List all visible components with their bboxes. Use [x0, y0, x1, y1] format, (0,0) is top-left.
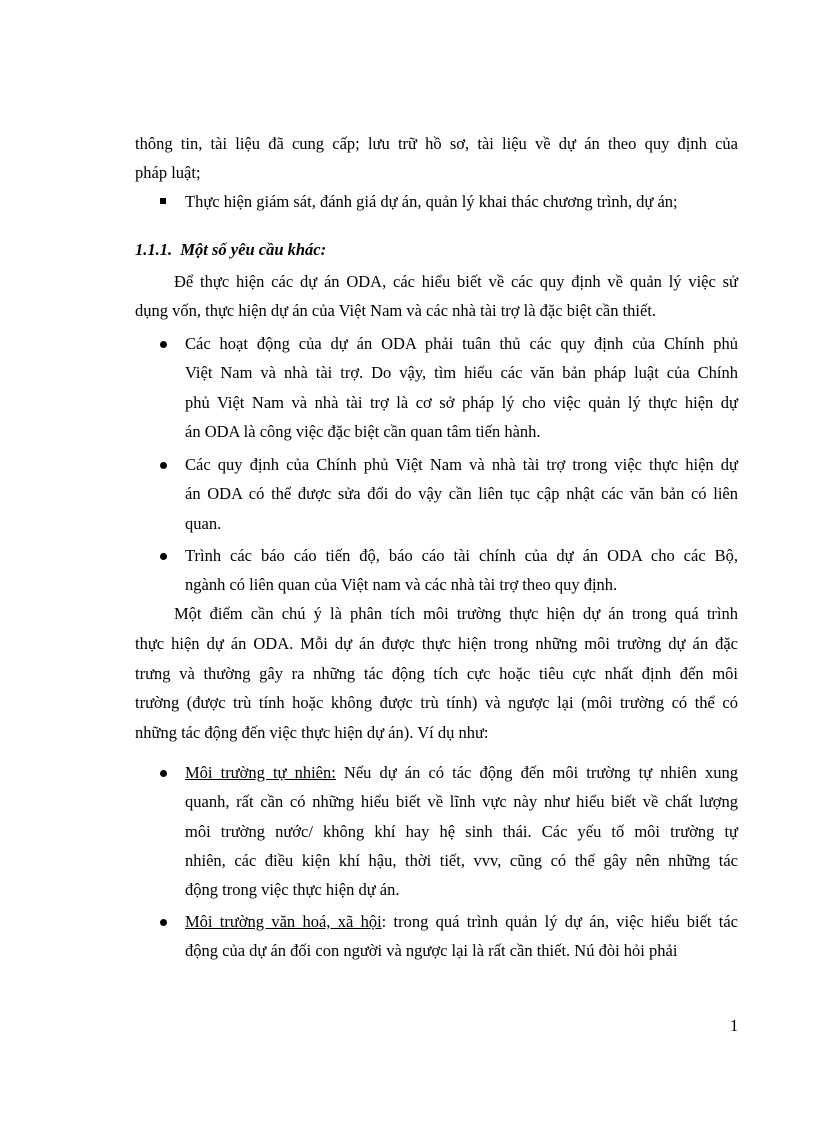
- paragraph-line: trưng và thường gây ra những tác động tích cực hoặc tiêu cực nhất định đến môi: [135, 664, 738, 683]
- round-bullet-icon: [160, 919, 167, 926]
- round-bullet-icon: [160, 462, 167, 469]
- page-number: 1: [730, 1016, 739, 1035]
- bullet-item-text: động của dự án đối con người và ngược lại là rất cần thiết. Nú đòi hỏi phải: [185, 941, 678, 960]
- square-bullet-icon: [160, 198, 166, 204]
- paragraph-continuation-line: thông tin, tài liệu đã cung cấp; lưu trữ hồ sơ, tài liệu về dự án theo quy định của: [135, 134, 738, 153]
- paragraph-line: Một điểm cần chú ý là phân tích môi trường thực hiện dự án trong quá trình: [174, 604, 738, 623]
- bullet-item-text: Các hoạt động của dự án ODA phải tuân thủ các quy định của Chính phủ: [185, 334, 738, 353]
- bullet-item-text: [185, 912, 738, 932]
- section-heading: [135, 240, 326, 260]
- bullet-item-text: quan.: [185, 514, 222, 533]
- round-bullet-icon: [160, 770, 167, 777]
- section-title: Một số yêu cầu khác:: [180, 240, 327, 259]
- underlined-term: Môi trường văn hoá, xã hội: [185, 912, 382, 931]
- bullet-item-text: môi trường nước/ không khí hay hệ sinh thái. Các yếu tố môi trường tự: [185, 822, 738, 841]
- bullet-item-text: ngành có liên quan của Việt nam và các nhà tài trợ theo quy định.: [185, 575, 618, 594]
- paragraph-line: những tác động đến việc thực hiện dự án). Ví dụ như:: [135, 723, 489, 742]
- bullet-item-text: án ODA là công việc đặc biệt cần quan tâm tiến hành.: [185, 422, 541, 441]
- paragraph-continuation-line: pháp luật;: [135, 163, 201, 182]
- bullet-item-text: [185, 763, 738, 783]
- section-number: 1.1.1.: [135, 240, 173, 259]
- bullet-item-continuation: : trong quá trình quản lý dự án, việc hiểu biết tác: [381, 912, 738, 931]
- bullet-item-text: động trong việc thực hiện dự án.: [185, 880, 400, 899]
- round-bullet-icon: [160, 553, 167, 560]
- underlined-term: Môi trường tự nhiên:: [185, 763, 336, 782]
- bullet-item-text: Trình các báo cáo tiến độ, báo cáo tài chính của dự án ODA cho các Bộ,: [185, 546, 738, 565]
- bullet-item-text: Các quy định của Chính phủ Việt Nam và nhà tài trợ trong việc thực hiện dự: [185, 455, 738, 474]
- paragraph-line: thực hiện dự án ODA. Mỗi dự án được thực hiện trong những môi trường dự án đặc: [135, 634, 738, 653]
- bullet-item-continuation: Nếu dự án có tác động đến môi trường tự nhiên xung: [335, 763, 738, 782]
- paragraph-line: trường (được trù tính hoặc không được trù tính) và ngược lại (môi trường có thể có: [135, 693, 738, 712]
- bullet-item-text: quanh, rất cần có những hiểu biết về lĩnh vực này như hiểu biết về chất lượng: [185, 792, 738, 811]
- bullet-item-text: án ODA có thể được sửa đổi do vậy cần liên tục cập nhật các văn bản có liên: [185, 484, 738, 503]
- bullet-item-text: nhiên, các điều kiện khí hậu, thời tiết, vvv, cũng có thể gây nên những tác: [185, 851, 738, 870]
- bullet-item-text: phủ Việt Nam và nhà tài trợ là cơ sở pháp lý cho việc quản lý thực hiện dự: [185, 393, 738, 412]
- bullet-item-text: Thực hiện giám sát, đánh giá dự án, quản lý khai thác chương trình, dự án;: [185, 192, 678, 211]
- round-bullet-icon: [160, 341, 167, 348]
- paragraph-line: Để thực hiện các dự án ODA, các hiểu biết về các quy định về quản lý việc sử: [174, 272, 738, 291]
- paragraph-line: dụng vốn, thực hiện dự án của Việt Nam và các nhà tài trợ là đặc biệt cần thiết.: [135, 301, 657, 320]
- bullet-item-text: Việt Nam và nhà tài trợ. Do vậy, tìm hiểu các văn bản pháp luật của Chính: [185, 363, 738, 382]
